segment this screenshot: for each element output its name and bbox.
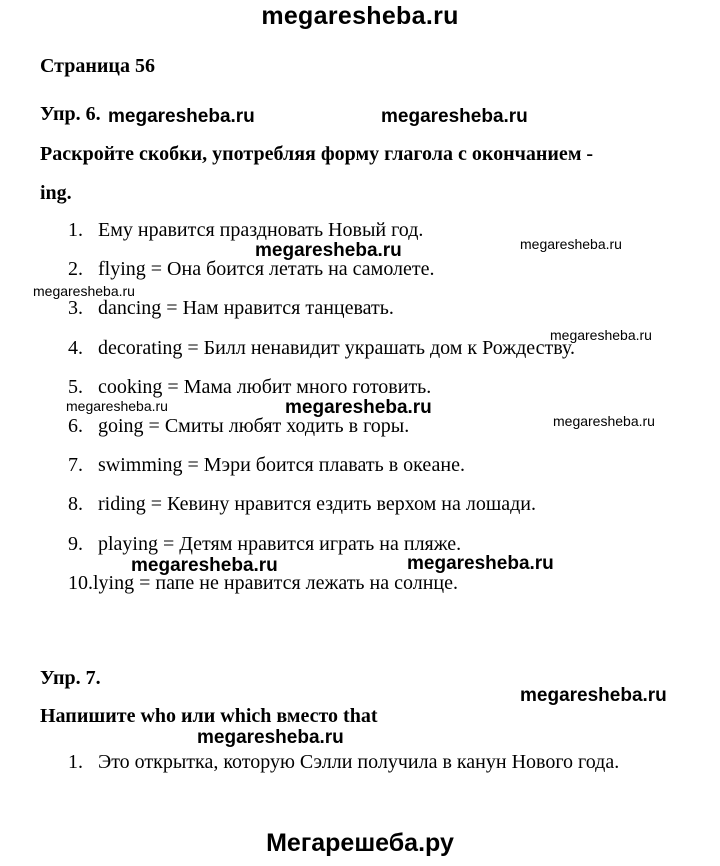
- list-item: [68, 533, 461, 556]
- item-number: 5.: [68, 376, 83, 398]
- list-item: [68, 219, 423, 242]
- list-item: [68, 337, 575, 360]
- item-text: Ему нравится праздновать Новый год.: [98, 219, 424, 241]
- watermark: megaresheba.ru: [33, 283, 135, 299]
- item-number: 9.: [68, 533, 83, 555]
- item-number: 8.: [68, 493, 83, 515]
- watermark: megaresheba.ru: [520, 236, 622, 252]
- item-number: 1.: [68, 219, 83, 241]
- item-number: 3.: [68, 297, 83, 319]
- item-text: dancing = Нам нравится танцевать.: [98, 297, 394, 319]
- item-text: riding = Кевину нравится ездить верхом на лошади.: [98, 493, 536, 515]
- exercise-7-instruction: Напишите who или which вместо that: [40, 705, 378, 727]
- watermark: megaresheba.ru: [255, 240, 402, 261]
- watermark: megaresheba.ru: [520, 685, 667, 706]
- exercise-6-instruction-line2: ing.: [40, 182, 72, 204]
- list-item: [68, 454, 465, 477]
- exercise-6-label: Упр. 6.: [40, 103, 101, 125]
- watermark: megaresheba.ru: [108, 106, 255, 127]
- item-text: playing = Детям нравится играть на пляже.: [98, 533, 462, 555]
- watermark: megaresheba.ru: [131, 555, 278, 576]
- watermark: megaresheba.ru: [285, 397, 432, 418]
- item-number: 6.: [68, 415, 83, 437]
- list-item: [68, 297, 394, 320]
- item-number: 1.: [68, 751, 83, 773]
- list-item: [68, 376, 431, 399]
- list-item: [68, 740, 684, 784]
- item-text: decorating = Билл ненавидит украшать дом к Рождеству.: [98, 337, 576, 359]
- watermark: megaresheba.ru: [553, 413, 655, 429]
- item-number: 4.: [68, 337, 83, 359]
- item-number: 10.: [68, 572, 93, 594]
- watermark: megaresheba.ru: [550, 327, 652, 343]
- site-footer: Мегарешеба.ру: [266, 829, 454, 857]
- item-number: 2.: [68, 258, 83, 280]
- list-item: [68, 493, 536, 516]
- watermark: megaresheba.ru: [66, 398, 168, 414]
- item-text: lying = папе не нравится лежать на солнце.: [93, 572, 459, 594]
- item-text: swimming = Мэри боится плавать в океане.: [98, 454, 465, 476]
- watermark: megaresheba.ru: [381, 106, 528, 127]
- item-text: flying = Она боится летать на самолете.: [98, 258, 435, 280]
- watermark: megaresheba.ru: [407, 553, 554, 574]
- item-text: cooking = Мама любит много готовить.: [98, 376, 432, 398]
- page-label: Страница 56: [40, 55, 155, 77]
- exercise-6-instruction-line1: Раскройте скобки, употребляя форму глагола с окончанием -: [40, 143, 594, 165]
- item-number: 7.: [68, 454, 83, 476]
- exercise-7-label: Упр. 7.: [40, 667, 101, 689]
- item-text: going = Смиты любят ходить в горы.: [98, 415, 410, 437]
- site-header: megaresheba.ru: [261, 2, 459, 30]
- item-text: Это открытка, которую Сэлли получила в канун Нового года.: [98, 751, 620, 773]
- watermark: megaresheba.ru: [197, 727, 344, 748]
